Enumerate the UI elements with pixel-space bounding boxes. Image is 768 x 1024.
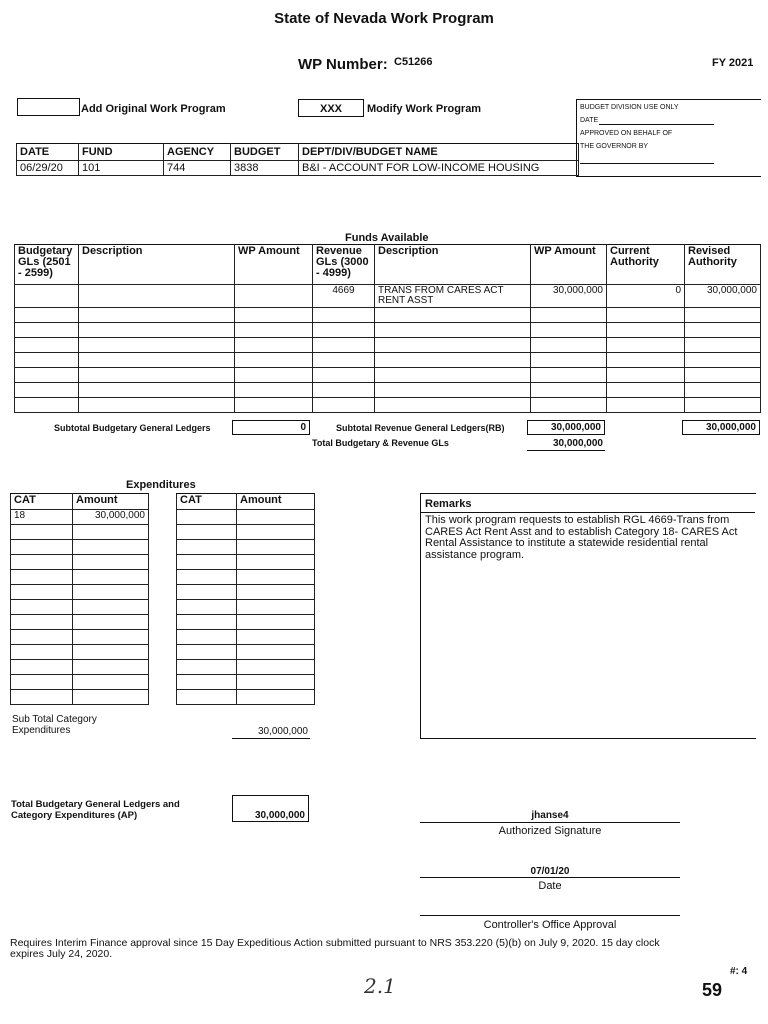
subtotal-category-label-2: Expenditures (12, 725, 71, 736)
header-date-value: 06/29/20 (17, 161, 79, 176)
funds-col-revenue-gl: Revenue GLs (3000 - 4999) (313, 245, 375, 285)
expenditures-table-left (10, 493, 149, 705)
modify-label: Modify Work Program (367, 103, 482, 115)
expenditures-title: Expenditures (126, 479, 196, 491)
budget-division-box (576, 99, 761, 177)
funds-col-description-2: Description (375, 245, 531, 285)
header-col-name: DEPT/DIV/BUDGET NAME (299, 144, 579, 161)
controller-approval-label: Controller's Office Approval (483, 919, 617, 931)
funds-row-wp-amount: 30,000,000 (531, 285, 607, 308)
total-gls-label: Total Budgetary & Revenue GLs (312, 438, 449, 448)
footnote-line-2: expires July 24, 2020. (10, 948, 113, 960)
add-original-checkbox[interactable] (17, 98, 80, 116)
remarks-text: This work program requests to establish RGL 4669-Trans from CARES Act Rent Asst and to establish Category 18- CARES Act Rental Assistance to institute a statewide residential rental assistance program. (425, 514, 738, 561)
funds-row-current-authority: 0 (607, 285, 685, 308)
expenditures-table-right (176, 493, 315, 705)
exp-left-col-amount: Amount (73, 494, 149, 510)
header-col-agency: AGENCY (164, 144, 231, 161)
budget-division-line1: BUDGET DIVISION USE ONLY (580, 104, 679, 111)
funds-col-revised-authority: Revised Authority (685, 245, 761, 285)
exp-left-col-cat: CAT (11, 494, 73, 510)
date-label: Date (538, 880, 562, 892)
wp-number-label: WP Number: (298, 56, 388, 73)
subtotal-revised-value: 30,000,000 (682, 420, 760, 435)
header-agency-value: 744 (164, 161, 231, 176)
funds-row-revenue-gl: 4669 (313, 285, 375, 308)
signature-name: jhanse4 (531, 810, 569, 821)
page-number: 59 (702, 980, 723, 1000)
exp-row-cat: 18 (11, 510, 73, 525)
header-col-date: DATE (17, 144, 79, 161)
footnote-line-1: Requires Interim Finance approval since 15 Day Expeditious Action submitted pursuant to NRS 353.220 (5)(b) on July 9, 2020. 15 day clock (10, 937, 660, 949)
budget-division-line4: THE GOVERNOR BY (580, 143, 649, 150)
subtotal-revenue-label: Subtotal Revenue General Ledgers(RB) (336, 423, 505, 433)
table-row (11, 510, 149, 525)
header-fund-value: 101 (79, 161, 164, 176)
budget-division-line2: DATE (580, 117, 599, 124)
subtotal-budgetary-value: 0 (232, 420, 310, 435)
modify-mark: XXX (319, 103, 342, 115)
subtotal-category-label-1: Sub Total Category (12, 714, 97, 725)
header-col-budget: BUDGET (231, 144, 299, 161)
signature-label: Authorized Signature (498, 825, 602, 837)
item-number: #: 4 (730, 966, 748, 977)
funds-table (14, 244, 761, 413)
header-col-fund: FUND (79, 144, 164, 161)
funds-col-current-authority: Current Authority (607, 245, 685, 285)
modify-checkbox[interactable] (298, 99, 364, 117)
add-original-label: Add Original Work Program (81, 103, 226, 115)
header-name-value: B&I - ACCOUNT FOR LOW-INCOME HOUSING (299, 161, 579, 176)
subtotal-revenue-value: 30,000,000 (527, 420, 605, 435)
funds-col-budgetary-gl: Budgetary GLs (2501 - 2599) (15, 245, 79, 285)
budget-division-line3: APPROVED ON BEHALF OF (580, 130, 673, 137)
exp-row-amount: 30,000,000 (73, 510, 149, 525)
total-ap-value: 30,000,000 (232, 795, 309, 822)
remarks-box (420, 493, 756, 739)
funds-col-description-1: Description (79, 245, 235, 285)
date-value: 07/01/20 (530, 866, 570, 877)
total-ap-label-1: Total Budgetary General Ledgers and (11, 799, 180, 810)
header-budget-value: 3838 (231, 161, 299, 176)
total-ap-label-2: Category Expenditures (AP) (11, 810, 138, 821)
funds-row-revised-authority: 30,000,000 (685, 285, 761, 308)
funds-col-wp-amount-1: WP Amount (235, 245, 313, 285)
fiscal-year: FY 2021 (712, 57, 754, 69)
funds-col-wp-amount-2: WP Amount (531, 245, 607, 285)
exp-right-col-amount: Amount (237, 494, 315, 510)
table-row (15, 285, 761, 308)
wp-number-value: C51266 (394, 56, 433, 68)
subtotal-budgetary-label: Subtotal Budgetary General Ledgers (54, 423, 211, 433)
funds-row-description: TRANS FROM CARES ACT RENT ASST (375, 285, 531, 308)
remarks-label: Remarks (425, 498, 472, 510)
total-gls-value: 30,000,000 (552, 438, 603, 449)
subtotal-category-value: 30,000,000 (257, 726, 308, 737)
header-table (16, 143, 579, 176)
exp-right-col-cat: CAT (177, 494, 237, 510)
page-title: State of Nevada Work Program (274, 10, 494, 27)
handwritten-note: 2.1 (364, 974, 396, 998)
funds-title: Funds Available (345, 232, 429, 244)
